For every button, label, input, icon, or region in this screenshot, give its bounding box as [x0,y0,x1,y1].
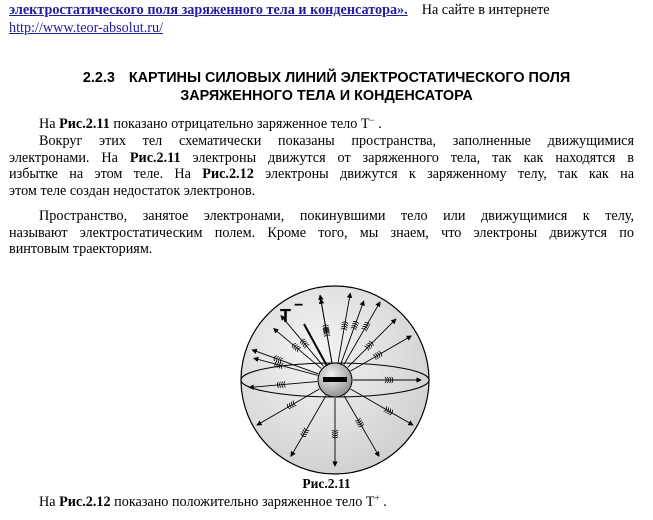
p2-l2-c: электроны движутся от заряженного тела, так как находятся в [180,149,635,166]
p3-line2: называют электростатическим полем. Кроме того, мы знаем, что электроны движутся по [9,224,634,241]
p1-figure-ref: Рис.2.11 [59,116,110,132]
p3-line3: винтовым траекториям. [9,241,153,258]
p2-line4: этом теле создан недостаток электронов. [9,182,256,199]
section-heading [0,69,653,105]
p4-sign: + [374,493,380,503]
p1-text-d: . [374,116,382,132]
body-label-sign: − [294,297,304,314]
paragraph-1 [9,116,634,133]
p2-figure-ref-2: Рис.2.12 [202,166,254,183]
section-title-line2: ЗАРЯЖЕННОГО ТЕЛА И КОНДЕНСАТОРА [180,88,473,104]
p4-text-a: На [39,494,60,510]
p2-line1: Вокруг этих тел схематически показаны пространства, заполненные движущимися [39,133,634,149]
site-url-link[interactable]: http://www.teor-absolut.ru/ [9,20,164,36]
p2-line2 [9,150,634,167]
body-label: Т [280,306,291,326]
figure-caption: Рис.2.11 [302,476,351,491]
p4-figure-ref: Рис.2.12 [59,494,111,510]
p1-text-a: На [39,116,60,132]
site-text: На сайте в интернете [421,2,550,18]
charged-body-field-figure [235,280,435,480]
p2-figure-ref-1: Рис.2.11 [129,149,181,166]
intro-line [9,2,639,18]
section-title-line1: КАРТИНЫ СИЛОВЫХ ЛИНИЙ ЭЛЕКТРОСТАТИЧЕСКОГО ПОЛЯ [128,70,571,86]
p4-text-c: показано положительно заряженное тело Т [110,494,375,510]
p2-l2-a: электронами. На [9,149,130,166]
p2-l3-c: электроны движутся к заряженному телу, так как на [253,166,634,183]
section-number: 2.2.3 [82,70,115,86]
article-link[interactable]: электростатического поля заряженного тела и конденсатора». [9,2,408,18]
paragraph-4 [39,494,387,510]
body-minus-sign [323,377,347,382]
p3-line1: Пространство, занятое электронами, покинувшими тело или движущимися к телу, [39,208,634,224]
paragraph-2 [9,133,634,199]
p4-text-d: . [379,494,387,510]
p2-line3 [9,166,634,183]
paragraph-3 [9,208,634,258]
p1-text-c: показано отрицательно заряженное тело Т [109,116,370,132]
p2-l3-a: избытке на этом теле. На [9,166,203,183]
p1-sign: − [369,115,375,125]
